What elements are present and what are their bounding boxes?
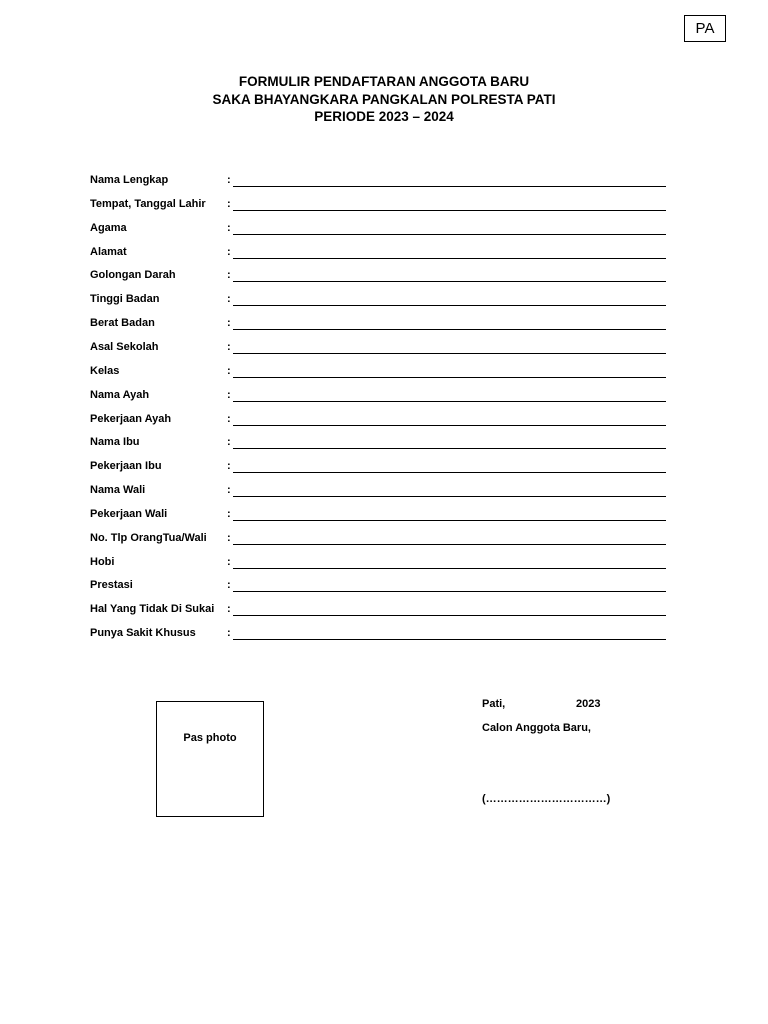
field-colon: :: [227, 293, 231, 306]
field-label: Nama Ibu: [90, 436, 140, 449]
field-colon: :: [227, 221, 231, 234]
field-colon: :: [227, 412, 231, 425]
field-row: [90, 508, 666, 526]
field-label: Pekerjaan Wali: [90, 507, 168, 520]
field-label: Pekerjaan Ayah: [90, 412, 172, 425]
field-fill-line[interactable]: [233, 520, 666, 521]
field-colon: :: [227, 484, 231, 497]
form-code-badge: PA: [684, 15, 726, 42]
field-label: Prestasi: [90, 579, 133, 592]
field-fill-line[interactable]: [233, 568, 666, 569]
field-fill-line[interactable]: [233, 210, 666, 211]
field-label: Asal Sekolah: [90, 340, 159, 353]
field-colon: :: [227, 627, 231, 640]
field-colon: :: [227, 603, 231, 616]
field-colon: :: [227, 245, 231, 258]
field-fill-line[interactable]: [233, 472, 666, 473]
field-fill-line[interactable]: [233, 401, 666, 402]
field-fill-line[interactable]: [233, 258, 666, 259]
field-row: [90, 174, 666, 192]
field-row: [90, 484, 666, 502]
field-label: No. Tlp OrangTua/Wali: [90, 531, 207, 544]
field-label: Nama Ayah: [90, 388, 150, 401]
field-colon: :: [227, 340, 231, 353]
field-fill-line[interactable]: [233, 186, 666, 187]
field-colon: :: [227, 531, 231, 544]
field-label: Nama Wali: [90, 484, 146, 497]
field-label: Alamat: [90, 245, 127, 258]
field-fill-line[interactable]: [233, 496, 666, 497]
field-row: [90, 317, 666, 335]
field-label: Nama Lengkap: [90, 174, 169, 186]
field-fill-line[interactable]: [233, 639, 666, 640]
field-fill-line[interactable]: [233, 591, 666, 592]
field-label: Berat Badan: [90, 317, 155, 330]
field-colon: :: [227, 507, 231, 520]
field-fill-line[interactable]: [233, 448, 666, 449]
field-colon: :: [227, 388, 231, 401]
field-label: Pekerjaan Ibu: [90, 460, 162, 473]
field-row: [90, 556, 666, 574]
field-fill-line[interactable]: [233, 305, 666, 306]
photo-label: Pas photo: [183, 732, 237, 744]
field-colon: :: [227, 364, 231, 377]
field-fill-line[interactable]: [233, 281, 666, 282]
field-label: Agama: [90, 221, 127, 234]
field-row: [90, 460, 666, 478]
field-label: Kelas: [90, 364, 120, 377]
field-label: Tempat, Tanggal Lahir: [90, 197, 206, 210]
field-colon: :: [227, 317, 231, 330]
field-fill-line[interactable]: [233, 425, 666, 426]
field-colon: :: [227, 460, 231, 473]
field-label: Hobi: [90, 555, 115, 568]
field-label: Tinggi Badan: [90, 293, 160, 306]
field-colon: :: [227, 269, 231, 282]
form-title-line-3: PERIODE 2023 – 2024: [314, 109, 454, 124]
field-row: [90, 579, 666, 597]
field-colon: :: [227, 174, 231, 186]
field-row: [90, 436, 666, 454]
field-row: [90, 341, 666, 359]
field-row: [90, 413, 666, 431]
field-label: Punya Sakit Khusus: [90, 627, 196, 640]
signature-name-line: (……………………………): [482, 793, 611, 805]
field-row: [90, 222, 666, 240]
field-fill-line[interactable]: [233, 329, 666, 330]
field-row: [90, 269, 666, 287]
field-label: Hal Yang Tidak Di Sukai: [90, 603, 215, 616]
field-colon: :: [227, 555, 231, 568]
signature-place: Pati,: [482, 698, 506, 710]
field-fill-line[interactable]: [233, 544, 666, 545]
field-row: [90, 532, 666, 550]
field-colon: :: [227, 579, 231, 592]
field-label: Golongan Darah: [90, 269, 176, 282]
field-row: [90, 603, 666, 621]
field-row: [90, 627, 666, 645]
field-row: [90, 365, 666, 383]
field-row: [90, 389, 666, 407]
field-row: [90, 293, 666, 311]
field-fill-line[interactable]: [233, 234, 666, 235]
signature-year: 2023: [576, 698, 601, 710]
field-fill-line[interactable]: [233, 377, 666, 378]
signature-role: Calon Anggota Baru,: [482, 722, 591, 734]
form-title-line-1: FORMULIR PENDAFTARAN ANGGOTA BARU: [238, 74, 530, 89]
field-fill-line[interactable]: [233, 615, 666, 616]
field-row: [90, 198, 666, 216]
photo-box: [156, 701, 264, 817]
field-colon: :: [227, 197, 231, 210]
field-fill-line[interactable]: [233, 353, 666, 354]
form-title-line-2: SAKA BHAYANGKARA PANGKALAN POLRESTA PATI: [212, 92, 556, 107]
field-colon: :: [227, 436, 231, 449]
field-row: [90, 246, 666, 264]
